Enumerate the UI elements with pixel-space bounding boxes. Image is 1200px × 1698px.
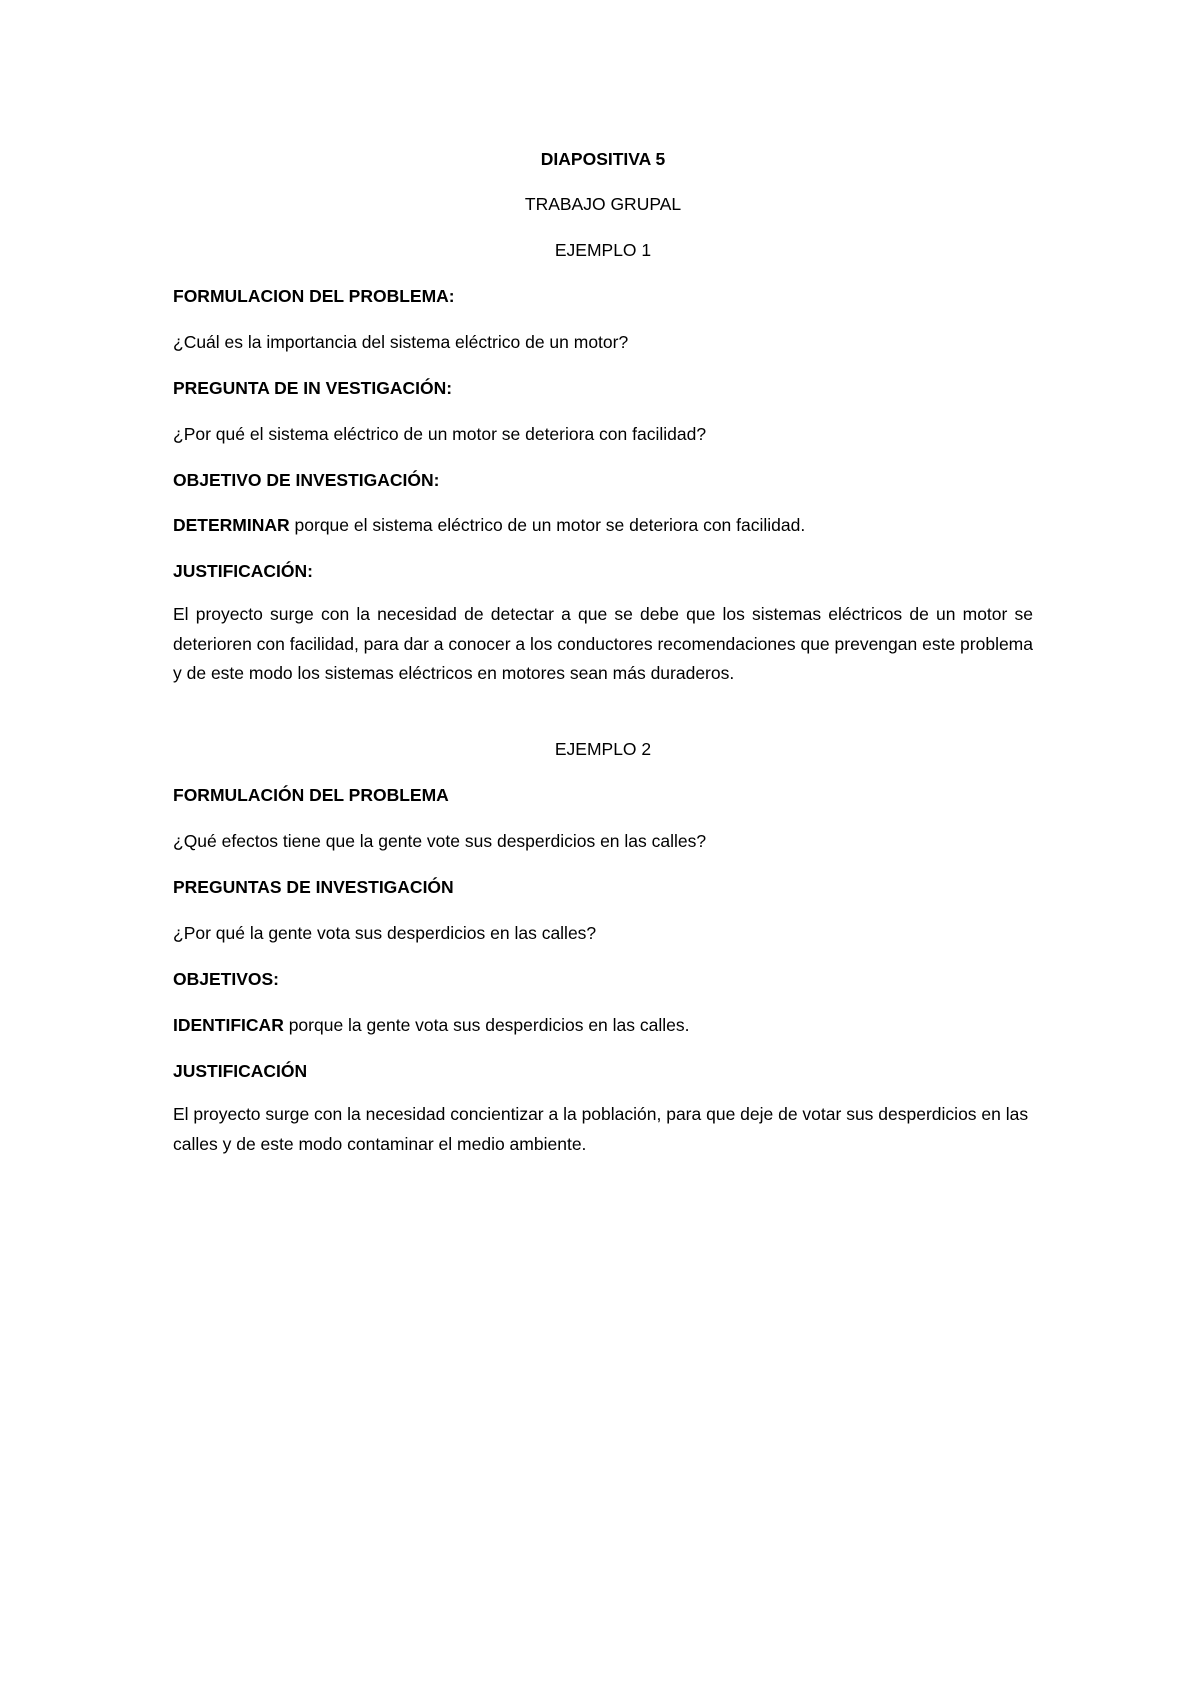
example1-heading: EJEMPLO 1 [554, 240, 652, 260]
example1-question-text: ¿Por qué el sistema eléctrico de un motor se deteriora con facilidad? [173, 424, 707, 444]
example2-question-label: PREGUNTAS DE INVESTIGACIÓN [173, 877, 454, 897]
example2-justification-text: El proyecto surge con la necesidad concientizar a la población, para que deje de votar sus desperdicios en las calles y de este modo contaminar el medio ambiente. [173, 1104, 1029, 1154]
example1-objective-keyword: DETERMINAR [173, 515, 290, 535]
document-subtitle: TRABAJO GRUPAL [524, 194, 682, 214]
example2-problem-text: ¿Qué efectos tiene que la gente vote sus desperdicios en las calles? [173, 831, 707, 851]
example1-objective-text: porque el sistema eléctrico de un motor se deteriora con facilidad. [289, 515, 806, 535]
example1-problem-text: ¿Cuál es la importancia del sistema eléctrico de un motor? [173, 332, 629, 352]
example1-objective-label: OBJETIVO DE INVESTIGACIÓN: [173, 470, 440, 490]
example2-objective-keyword: IDENTIFICAR [173, 1015, 284, 1035]
example1-justification-text: El proyecto surge con la necesidad de detectar a que se debe que los sistemas eléctricos de un motor se deterioren con facilidad, para dar a conocer a los conductores recomendaciones que prevengan este problema y de este modo los sistemas eléctricos en motores sean más duraderos. [173, 604, 1033, 683]
example2-problem-label: FORMULACIÓN DEL PROBLEMA [173, 785, 449, 805]
example2-objective-text: porque la gente vota sus desperdicios en las calles. [283, 1015, 690, 1035]
example1-question-label: PREGUNTA DE IN VESTIGACIÓN: [173, 378, 453, 398]
example2-heading: EJEMPLO 2 [554, 739, 652, 759]
example2-objective [173, 1014, 690, 1036]
example2-justification-label: JUSTIFICACIÓN [173, 1061, 308, 1081]
example1-justification-label: JUSTIFICACIÓN: [173, 561, 313, 581]
example2-objective-label: OBJETIVOS: [173, 969, 279, 989]
example1-objective [173, 514, 805, 536]
example1-problem-label: FORMULACION DEL PROBLEMA: [173, 286, 455, 306]
example2-question-text: ¿Por qué la gente vota sus desperdicios en las calles? [173, 923, 597, 943]
document-title: DIAPOSITIVA 5 [540, 149, 666, 169]
